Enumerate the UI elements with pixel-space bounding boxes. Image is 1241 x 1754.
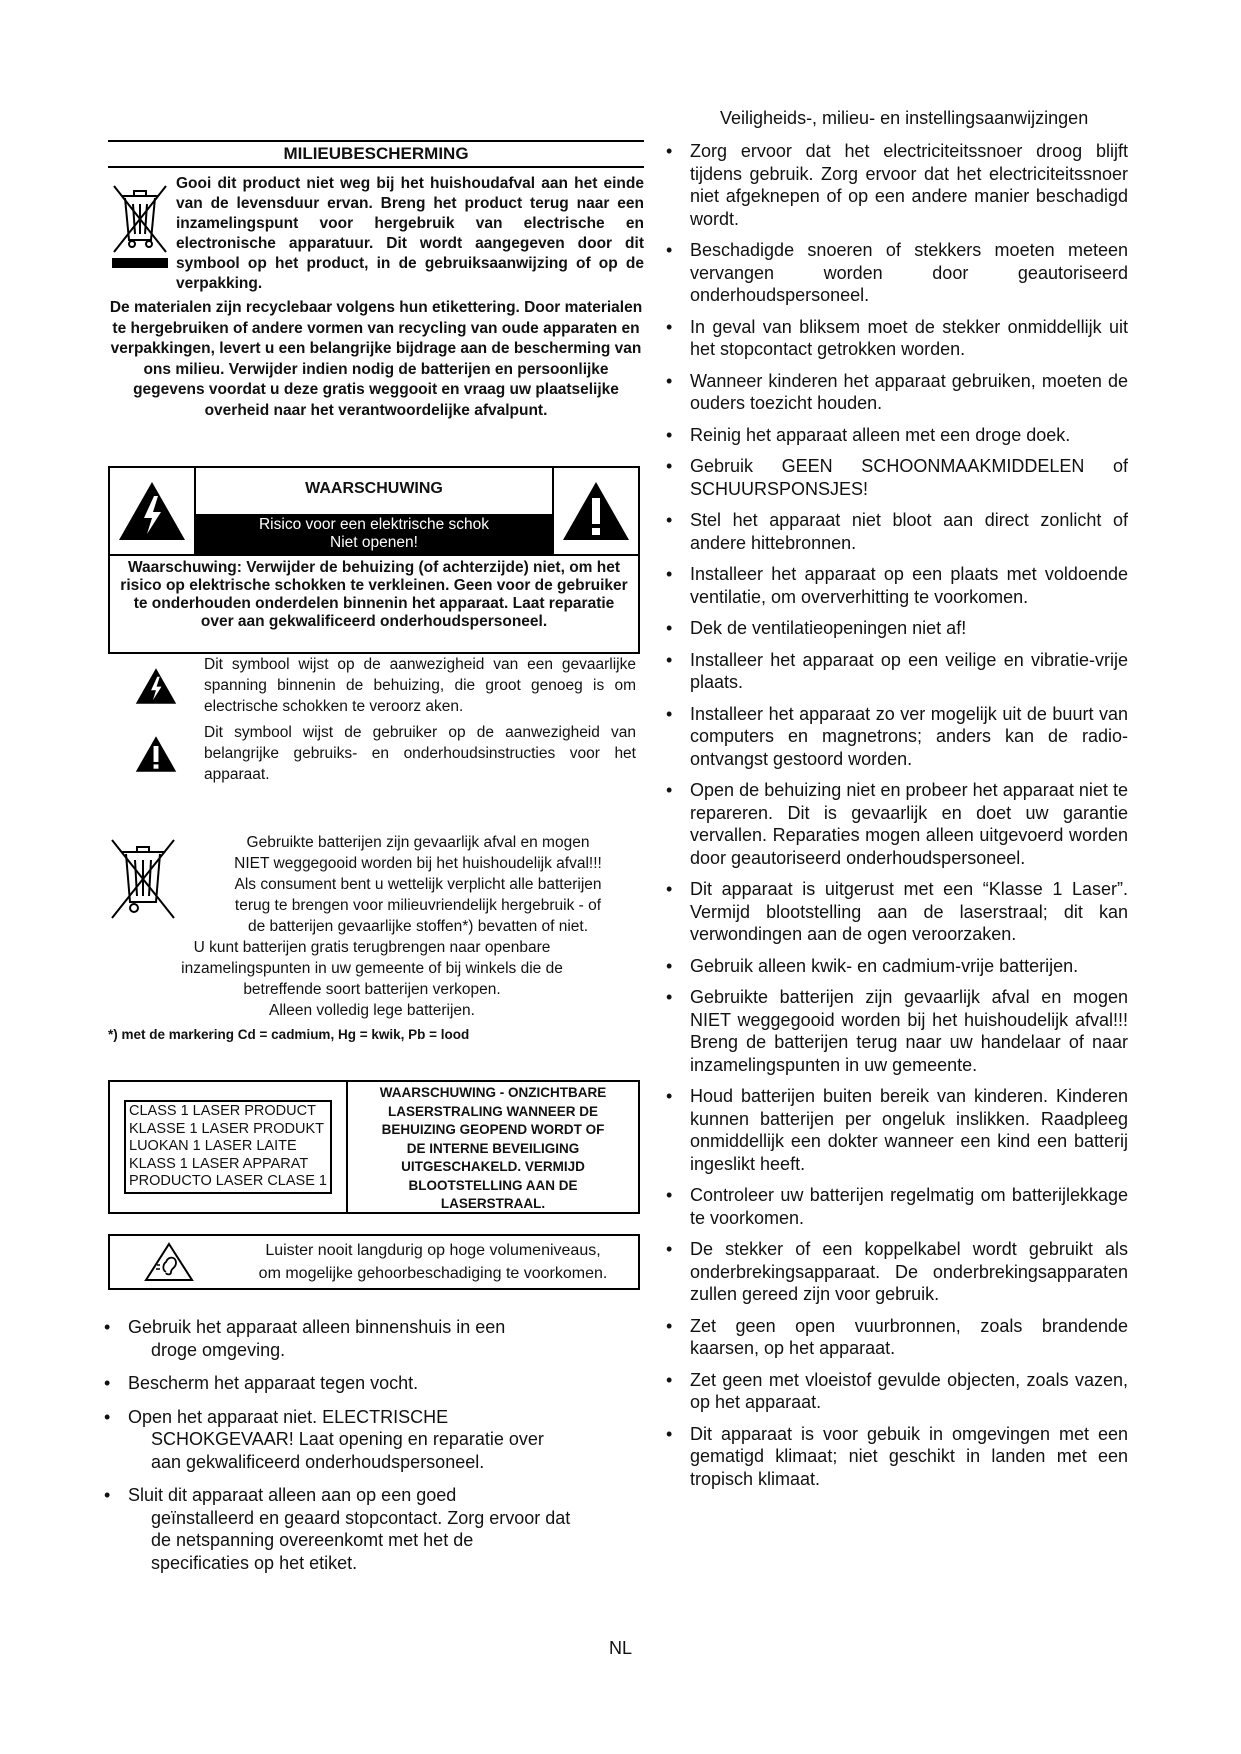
bullet-line: Open het apparaat niet. ELECTRISCHE (128, 1406, 449, 1427)
battery-line: inzamelingspunten in uw gemeente of bij winkels die de (181, 960, 563, 977)
environment-intro: Gooi dit product niet weg bij het huishoudafval aan het einde van de levensduur ervan. Breng het product terug naar een inzamelingspunt voor hergebruik van electrische en electronische apparatuur. Dit wordt aangegeven door dit symbool op het product, in de gebruiksaanwijzing of op de verpakking. (176, 175, 644, 292)
laser-class-line: PRODUCTO LASER CLASE 1 (129, 1173, 327, 1190)
symbol-text-exclamation: Dit symbool wijst de gebruiker op de aanwezigheid van belangrijke gebruiks- en onderhoudsinstructies voor het apparaat. (204, 724, 636, 783)
page-header-title: Veiligheids-, milieu- en instellingsaanwijzingen (720, 108, 1089, 128)
list-item: • In geval van bliksem moet de stekker onmiddellijk uit het stopcontact getrokken worden. (666, 316, 1128, 361)
page-footer-language: NL (608, 1638, 632, 1658)
environment-materials: De materialen zijn recyclebaar volgens hun etikettering. Door materialen te hergebruiken of andere vormen van recycling van oude apparaten en verpakkingen, levert u een belangrijke bijdrage aan de bescherming van ons milieu. Verwijder indien nodig de batterijen en persoonlijke gegevens voordat u deze gratis weggooit en vraag uw plaatselijke overheid naar het verantwoordelijke afvalpunt. (109, 299, 643, 419)
lightning-triangle-icon (108, 654, 204, 717)
list-item: • Gebruikte batterijen zijn gevaarlijk afval en mogen NIET weggegooid worden bij het huishoudelijk afval!!! Breng de batterijen terug naar uw handelaar of naar inzamelingspunten in uw gemeente. (666, 986, 1128, 1076)
laser-class-line: KLASSE 1 LASER PRODUKT (129, 1120, 325, 1137)
battery-line: U kunt batterijen gratis terugbrengen naar openbare (193, 939, 551, 956)
list-item: • Dit apparaat is uitgerust met een “Klasse 1 Laser”. Vermijd blootstelling aan de laserstraal; dit kan verwondingen aan de ogen veroorzaken. (666, 878, 1128, 946)
hearing-line-2: om mogelijke gehoorbeschadiging te voorkomen. (258, 1265, 608, 1282)
battery-line: Alleen volledig lege batterijen. (269, 1002, 475, 1019)
shock-risk-line: Risico voor een elektrische schok (258, 516, 490, 533)
laser-class-label (124, 1100, 332, 1194)
laser-warning-text (348, 1082, 638, 1212)
exclamation-triangle-icon (108, 722, 204, 785)
laser-warning-line: LASERSTRALING WANNEER DE (387, 1103, 598, 1119)
bullet-line: Gebruik het apparaat alleen binnenshuis in een (128, 1317, 506, 1337)
list-item: • Gebruik alleen kwik- en cadmium-vrije batterijen. (666, 955, 1128, 978)
do-not-open-line: Niet openen! (330, 534, 418, 551)
list-item: • Beschadigde snoeren of stekkers moeten meteen vervangen worden door geautoriseerd onderhoudspersoneel. (666, 239, 1128, 307)
symbol-text-lightning: Dit symbool wijst op de aanwezigheid van een gevaarlijke spanning binnenin de behuizing, die groot genoeg is om electrische schokken te veroorz aken. (204, 656, 636, 715)
battery-line: de batterijen gevaarlijke stoffen*) bevatten of niet. (247, 918, 589, 935)
list-item: • Wanneer kinderen het apparaat gebruiken, moeten de ouders toezicht houden. (666, 370, 1128, 415)
environment-section (108, 140, 644, 421)
list-item: • Dit apparaat is voor gebuik in omgevingen met een gematigd klimaat; niet geschikt in landen met een tropisch klimaat. (666, 1423, 1128, 1491)
battery-line: betreffende soort batterijen verkopen. (243, 981, 501, 998)
list-item: • Reinig het apparaat alleen met een droge doek. (666, 424, 1128, 447)
warning-text: Waarschuwing: Verwijder de behuizing (of achterzijde) niet, om het risico op elektrische schokken te verkleinen. Geen voor de gebruiker te onderhouden onderdelen binnenin het apparaat. Laat reparatie over aan gekwalificeerd onderhoudspersoneel. (120, 559, 628, 630)
list-item: • Zorg ervoor dat het electriciteitssnoer droog blijft tijdens gebruik. Zorg ervoor dat het electriciteitssnoer niet afgeknepen of op een andere manier beschadigd wordt. (666, 140, 1128, 230)
laser-class-line: CLASS 1 LASER PRODUCT (129, 1103, 316, 1120)
list-item (104, 1484, 612, 1574)
bullet-line: SCHOKGEVAAR! Laat opening en reparatie over (151, 1429, 544, 1449)
laser-label-box (108, 1080, 640, 1214)
list-item: • Installeer het apparaat op een veilige en vibratie-vrije plaats. (666, 649, 1128, 694)
environment-title: MILIEUBESCHERMING (108, 140, 644, 168)
list-item: • Stel het apparaat niet bloot aan direct zonlicht of andere hittebronnen. (666, 509, 1128, 554)
laser-warning-line: DE INTERNE BEVEILIGING (406, 1140, 580, 1156)
list-item: • Open de behuizing niet en probeer het apparaat niet te repareren. Dit is gevaarlijk en doet uw garantie vervallen. Reparaties mogen alleen uitgevoerd worden door geautoriseerd onderhoudspersoneel. (666, 779, 1128, 869)
crossed-battery-bin-icon (108, 832, 200, 937)
left-bullet-list (104, 1316, 612, 1585)
bullet-line: geïnstalleerd en geaard stopcontact. Zorg ervoor dat (151, 1507, 571, 1528)
crossed-bin-icon (108, 174, 176, 294)
battery-line: terug te brengen voor milieuvriendelijk hergebruik - of (234, 897, 602, 914)
bullet-line: specificaties op het etiket. (151, 1552, 358, 1573)
laser-warning-line: UITGESCHAKELD. VERMIJD (401, 1159, 585, 1174)
list-item: • Gebruik GEEN SCHOONMAAKMIDDELEN of SCHUURSPONSJES! (666, 455, 1128, 500)
hearing-line-1: Luister nooit langdurig op hoge volumeniveaus, (265, 1242, 601, 1259)
symbol-explanation-exclamation (108, 722, 636, 785)
lightning-triangle-icon (110, 468, 194, 554)
ear-warning-icon (110, 1242, 228, 1282)
laser-warning-line: BEHUIZING GEOPEND WORDT OF (381, 1122, 605, 1137)
bullet-line: aan gekwalificeerd onderhoudspersoneel. (151, 1451, 485, 1472)
list-item: • Dek de ventilatieopeningen niet af! (666, 617, 1128, 640)
laser-warning-line: WAARSCHUWING - ONZICHTBARE (379, 1085, 607, 1100)
laser-class-line: KLASS 1 LASER APPARAT (129, 1155, 309, 1172)
list-item: • Controleer uw batterijen regelmatig om batterijlekkage te voorkomen. (666, 1184, 1128, 1229)
laser-warning-line: BLOOTSTELLING AAN DE (408, 1177, 578, 1193)
right-bullet-list (666, 140, 1128, 1499)
list-item: • Zet geen met vloeistof gevulde objecten, zoals vazen, op het apparaat. (666, 1369, 1128, 1414)
list-item: • Zet geen open vuurbronnen, zoals brandende kaarsen, op het apparaat. (666, 1315, 1128, 1360)
list-item: • Installeer het apparaat zo ver mogelijk uit de buurt van computers en magnetrons; anders kan de radio-ontvangst gestoord worden. (666, 703, 1128, 771)
battery-line: NIET weggegooid worden bij het huishoudelijk afval!!! (234, 855, 602, 872)
battery-disposal-section (108, 832, 636, 1042)
bullet-line: Bescherm het apparaat tegen vocht. (128, 1373, 419, 1393)
battery-footnote: *) met de markering Cd = cadmium, Hg = kwik, Pb = lood (108, 1027, 470, 1042)
list-item (104, 1372, 612, 1395)
hearing-warning-box (108, 1234, 640, 1290)
battery-line: Als consument bent u wettelijk verplicht alle batterijen (234, 876, 602, 893)
laser-warning-line: LASERSTRAAL. (440, 1196, 546, 1211)
list-item: • Houd batterijen buiten bereik van kinderen. Kinderen kunnen batterijen per ongeluk inslikken. Raadpleeg onmiddellijk een dokter wanneer een kind een batterij ingeslikt heeft. (666, 1085, 1128, 1175)
bullet-line: Sluit dit apparaat alleen aan op een goed (128, 1485, 457, 1505)
laser-class-line: LUOKAN 1 LASER LAITE (129, 1138, 297, 1155)
shock-warning-box (108, 466, 640, 654)
list-item (104, 1316, 612, 1361)
warning-title: WAARSCHUWING (305, 480, 443, 497)
list-item (104, 1406, 612, 1474)
bullet-line: droge omgeving. (151, 1339, 286, 1360)
exclamation-triangle-icon (554, 468, 638, 554)
list-item: • Installeer het apparaat op een plaats met voldoende ventilatie, om oververhitting te voorkomen. (666, 563, 1128, 608)
list-item: • De stekker of een koppelkabel wordt gebruikt als onderbrekingsapparaat. De onderbrekingsapparaten zullen gereed zijn voor gebruik. (666, 1238, 1128, 1306)
battery-line: Gebruikte batterijen zijn gevaarlijk afval en mogen (246, 834, 590, 851)
symbol-explanation-lightning (108, 654, 636, 717)
bullet-line: de netspanning overeenkomt met het de (151, 1530, 474, 1550)
